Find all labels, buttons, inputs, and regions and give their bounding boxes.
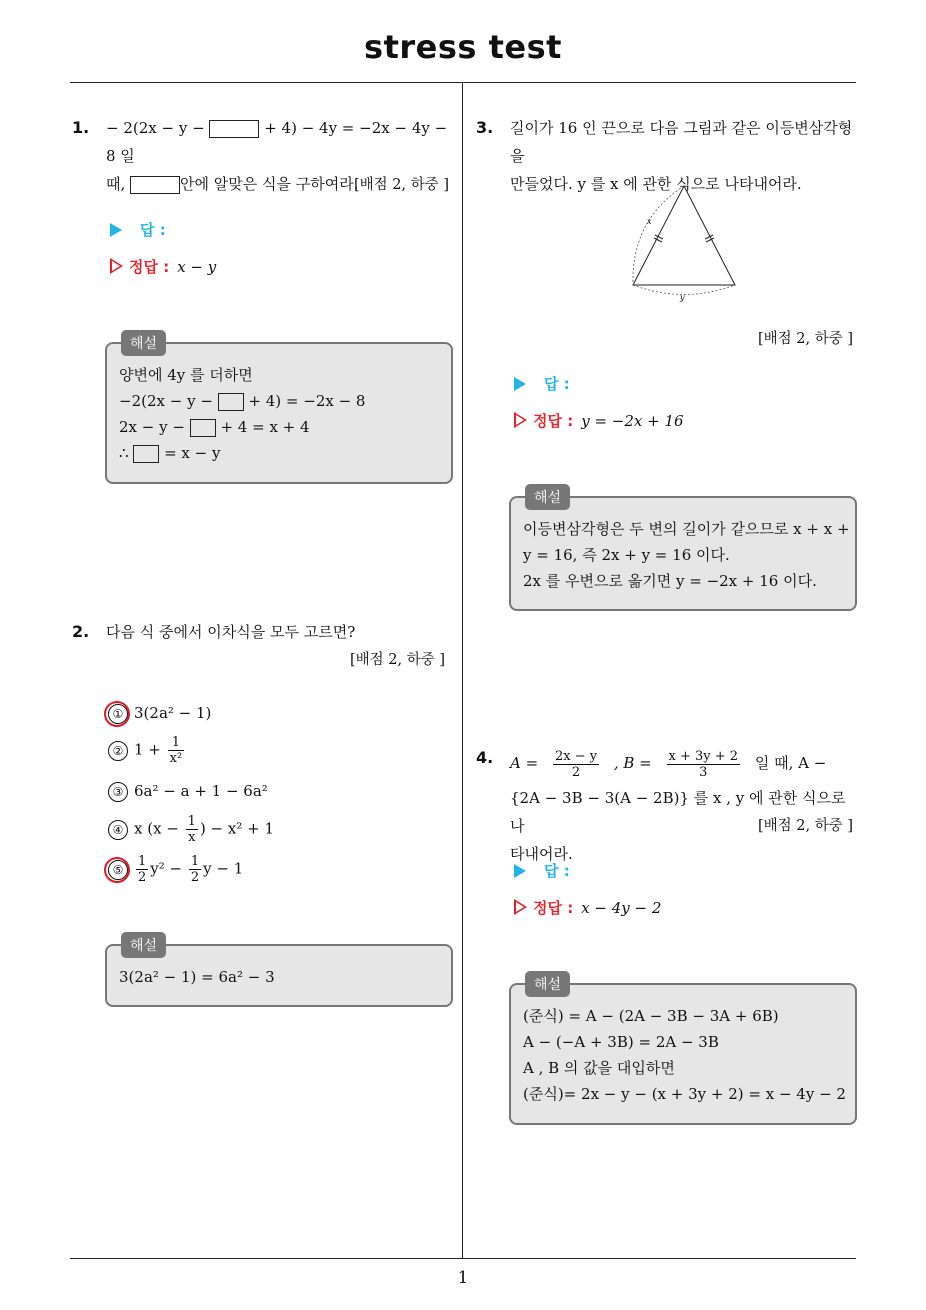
exp-line: A , B 의 값을 대입하면 [523,1059,675,1077]
question-2-explanation [105,938,453,1007]
label-x: x [647,217,652,226]
blank-box [209,120,259,138]
blank-box [130,176,180,194]
choice-1[interactable]: ① 3(2a² − 1) [108,704,211,724]
q1-line1-b: + 4) − 4y = −2x − 4y − 8 일 [106,119,448,165]
explanation-tag: 해설 [121,932,166,958]
question-4-correct-value: x − 4y − 2 [581,899,662,917]
blank-box [133,445,159,463]
triangle-shape [633,186,735,285]
isosceles-triangle-figure [625,180,745,305]
exp-line: 이등변삼각형은 두 변의 길이가 같으므로 x + x + [523,520,850,538]
question-3-answer-label: 답 : [514,373,570,394]
exp-line: 2x 를 우변으로 옮기면 y = −2x + 16 이다. [523,572,817,590]
page-title: stress test [364,28,562,66]
exp-line: (준식)= 2x − y − (x + 3y + 2) = x − 4y − 2 [523,1085,846,1103]
outline-triangle-icon [514,899,527,915]
explanation-tag: 해설 [525,971,570,997]
column-divider [462,82,463,1258]
exp-line: 3(2a² − 1) = 6a² − 3 [119,968,275,986]
question-3-correct-value: y = −2x + 16 [581,412,684,430]
question-1-answer-label: 답 : [110,219,166,240]
choice-3[interactable]: ③ 6a² − a + 1 − 6a² [108,782,268,802]
question-3-explanation [509,490,857,611]
blank-box [190,419,216,437]
label-y: y [680,293,685,302]
question-3-correct: 정답 : y = −2x + 16 [514,410,684,431]
explanation-tag: 해설 [525,484,570,510]
q1-line1-a: − 2(2x − y − [106,119,210,137]
outline-triangle-icon [514,412,527,428]
question-4-score: [배점 2, 하중 ] [758,818,854,834]
question-1-explanation [105,336,453,484]
question-4-answer-label: 답 : [514,860,570,881]
choice-4[interactable]: ④ x (x − $\frac{1}{x}$ ) − x² + 1 [108,814,274,845]
question-3-number: 3. [476,118,494,137]
question-1-correct: 정답 : x − y [110,256,216,277]
exp-line: 2x − y − + 4 = x + 4 [119,418,310,436]
play-triangle-icon [514,377,526,391]
question-4-text: A = $\frac{2x - y}{2}$ , B = $\frac{x + 3y + 2}{3}$ 일 때, A − {2A − 3B − 3(A − 2B)} 를 x , y 에 관한 식으로 나 타내어라. [510,748,846,863]
exp-line: ∴ = x − y [119,444,221,462]
q1-line2-b: 안에 알맞은 식을 구하여라. [180,175,359,193]
play-triangle-icon [110,223,122,237]
question-2-number: 2. [72,622,90,641]
page-number: 1 [457,1268,469,1288]
question-4-number: 4. [476,748,494,767]
outline-triangle-icon [110,258,123,274]
exp-line: (준식) = A − (2A − 3B − 3A + 6B) [523,1007,779,1025]
question-3-score: [배점 2, 하중 ] [758,331,854,347]
explanation-tag: 해설 [121,330,166,356]
question-3-text: 길이가 16 인 끈으로 다음 그림과 같은 이등변삼각형을 만들었다. y 를 x 에 관한 식으로 나타내어라. [510,119,853,193]
question-2-text: 다음 식 중에서 이차식을 모두 고르면? [106,623,356,641]
blank-box [218,393,244,411]
exp-line: −2(2x − y − + 4) = −2x − 8 [119,392,366,410]
question-1-correct-value: x − y [177,258,217,276]
choice-2[interactable]: ② 1 + $\frac{1}{\text{x²}}$ [108,735,186,766]
question-1-number: 1. [72,118,90,137]
header-rule [70,82,856,83]
exp-line: 양변에 4y 를 더하면 [119,366,253,384]
exp-line: y = 16, 즉 2x + y = 16 이다. [523,546,730,564]
q1-line2-a: 때, [106,175,131,193]
question-4-explanation [509,977,857,1125]
question-4-correct: 정답 : x − 4y − 2 [514,897,661,918]
footer-rule [70,1258,856,1259]
question-2-score: [배점 2, 하중 ] [350,652,446,668]
question-1-score: [배점 2, 하중 ] [354,177,450,193]
exp-line: A − (−A + 3B) = 2A − 3B [523,1033,719,1051]
play-triangle-icon [514,864,526,878]
choice-5[interactable]: ⑤ $\frac{1}{2}$ y² − $\frac{1}{2}$ y − 1 [108,854,243,885]
